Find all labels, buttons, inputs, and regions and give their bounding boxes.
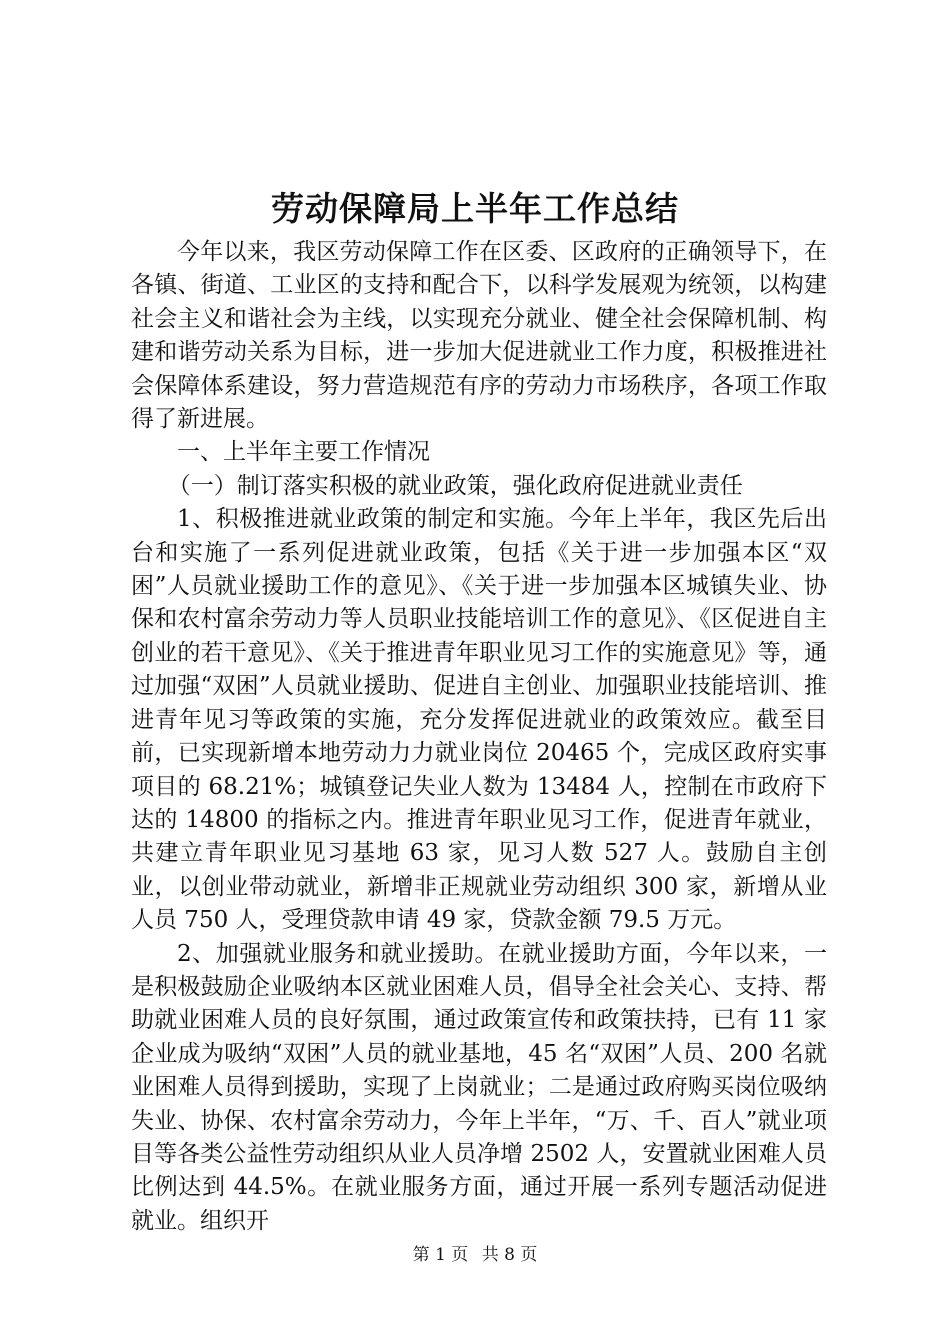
document-title: 劳动保障局上半年工作总结 xyxy=(271,189,679,228)
intro-paragraph: 今年以来，我区劳动保障工作在区委、区政府的正确领导下，在各镇、街道、工业区的支持和配合下，以科学发展观为统领，以构建社会主义和谐社会为主线，以实现充分就业、健全社会保障机制、构建和谐劳动关系为目标，进一步加大促进就业工作力度，积极推进社会保障体系建设，努力营造规范有序的劳动力市场秩序，各项工作取得了新进展。 xyxy=(131,239,827,433)
body-paragraph-services: 2、加强就业服务和就业援助。在就业援助方面，今年以来，一是积极鼓励企业吸纳本区就业困难人员，倡导全社会关心、支持、帮助就业困难人员的良好氛围，通过政策宣传和政策扶持，已有 11 家企业成为吸纳“双困”人员的就业基地，45 名“双困”人员、200 名就业困难人员得到援助，实现了上岗就业；二是通过政府购买岗位吸纳失业、协保、农村富余劳动力，今年上半年，“万、千、百人”就业项目等各类公益性劳动组织从业人员净增 2502 人，安置就业困难人员比例达到 44.5%。在就业服务方面，通过开展一系列专题活动促进就业。组织开 xyxy=(131,940,827,1234)
page-total: 共 8 页 xyxy=(481,1245,538,1265)
page-number: 第 1 页 xyxy=(412,1245,469,1265)
subsection-heading: （一）制订落实积极的就业政策，强化政府促进就业责任 xyxy=(167,472,743,499)
document-body xyxy=(131,236,827,1238)
page-footer xyxy=(0,1244,950,1266)
section-heading: 一、上半年主要工作情况 xyxy=(177,439,430,466)
body-paragraph-policy: 1、积极推进就业政策的制定和实施。今年上半年，我区先后出台和实施了一系列促进就业政策，包括《关于进一步加强本区“双困”人员就业援助工作的意见》、《关于进一步加强本区城镇失业、协保和农村富余劳动力等人员职业技能培训工作的意见》、《区促进自主创业的若干意见》、《关于推进青年职业见习工作的实施意见》等，通过加强“双困”人员就业援助、促进自主创业、加强职业技能培训、推进青年见习等政策的实施，充分发挥促进就业的政策效应。截至目前，已实现新增本地劳动力力就业岗位 20465 个，完成区政府实事项目的 68.21%；城镇登记失业人数为 13484 人，控制在市政府下达的 14800 的指标之内。推进青年职业见习工作，促进青年就业，共建立青年职业见习基地 63 家，见习人数 527 人。鼓励自主创业，以创业带动就业，新增非正规就业劳动组织 300 家，新增从业人员 750 人，受理贷款申请 49 家，贷款金额 79.5 万元。 xyxy=(131,506,827,934)
